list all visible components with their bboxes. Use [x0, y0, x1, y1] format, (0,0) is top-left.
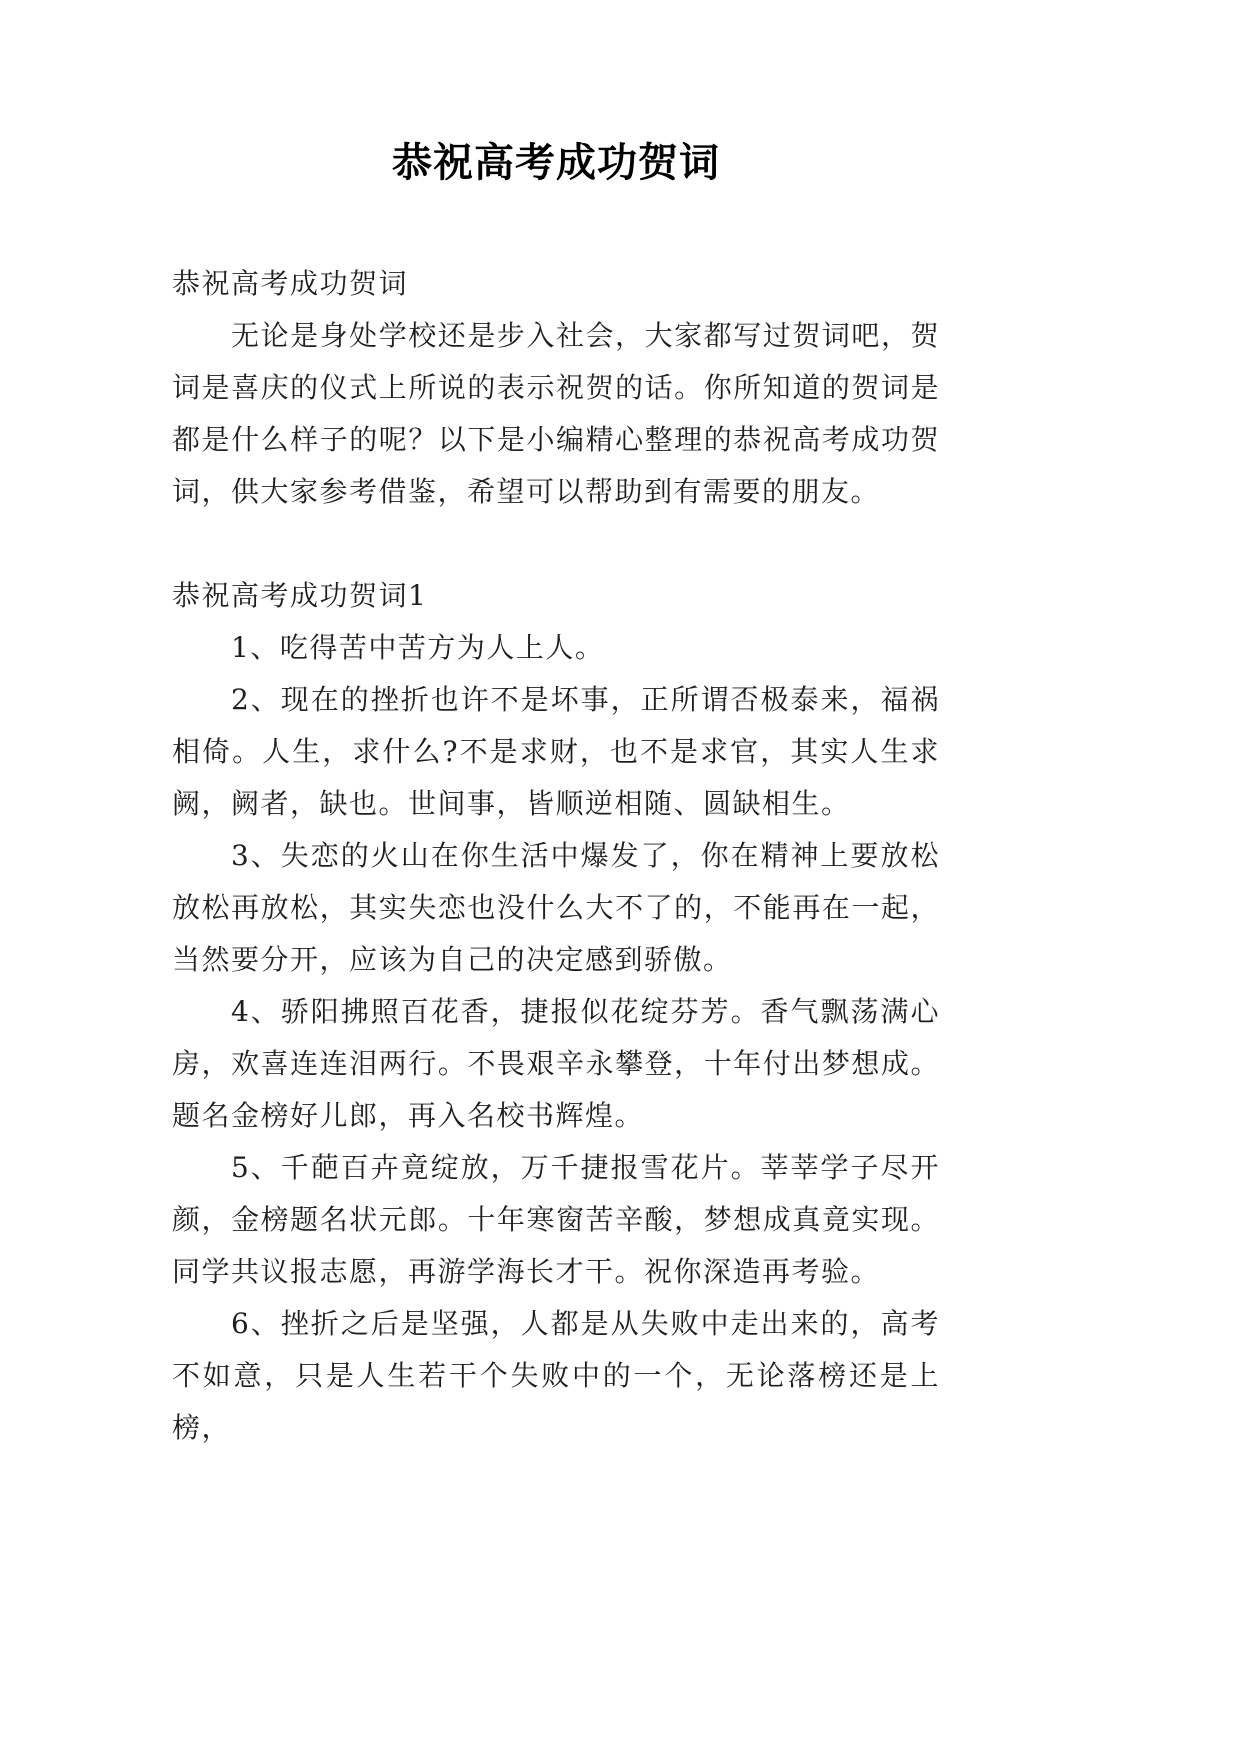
list-item: 1、吃得苦中苦方为人上人。: [231, 631, 605, 664]
list-item: 2、现在的挫折也许不是坏事，正所谓否极泰来，福祸相倚。人生，求什么?不是求财，也不是求官，其实人生求阙，阙者，缺也。世间事，皆顺逆相随、圆缺相生。: [172, 683, 940, 820]
list-item: 6、挫折之后是坚强，人都是从失败中走出来的，高考不如意，只是人生若干个失败中的一个，无论落榜还是上榜，: [172, 1307, 940, 1444]
blank-line: [172, 518, 940, 570]
document-body: [172, 258, 940, 1454]
section-heading: 恭祝高考成功贺词1: [172, 579, 428, 612]
document-title: 恭祝高考成功贺词: [392, 139, 720, 186]
list-item: 4、骄阳拂照百花香，捷报似花绽芬芳。香气飘荡满心房，欢喜连连泪两行。不畏艰辛永攀登，十年付出梦想成。题名金榜好儿郎，再入名校书辉煌。: [172, 995, 940, 1132]
intro-paragraph: 无论是身处学校还是步入社会，大家都写过贺词吧，贺词是喜庆的仪式上所说的表示祝贺的话。你所知道的贺词是都是什么样子的呢？以下是小编精心整理的恭祝高考成功贺词，供大家参考借鉴，希望可以帮助到有需要的朋友。: [172, 319, 940, 508]
document-subtitle: 恭祝高考成功贺词: [172, 267, 409, 300]
list-item: 3、失恋的火山在你生活中爆发了，你在精神上要放松放松再放松，其实失恋也没什么大不了的，不能再在一起，当然要分开，应该为自己的决定感到骄傲。: [172, 839, 940, 976]
list-item: 5、千葩百卉竟绽放，万千捷报雪花片。莘莘学子尽开颜，金榜题名状元郎。十年寒窗苦辛酸，梦想成真竟实现。同学共议报志愿，再游学海长才干。祝你深造再考验。: [172, 1151, 940, 1288]
